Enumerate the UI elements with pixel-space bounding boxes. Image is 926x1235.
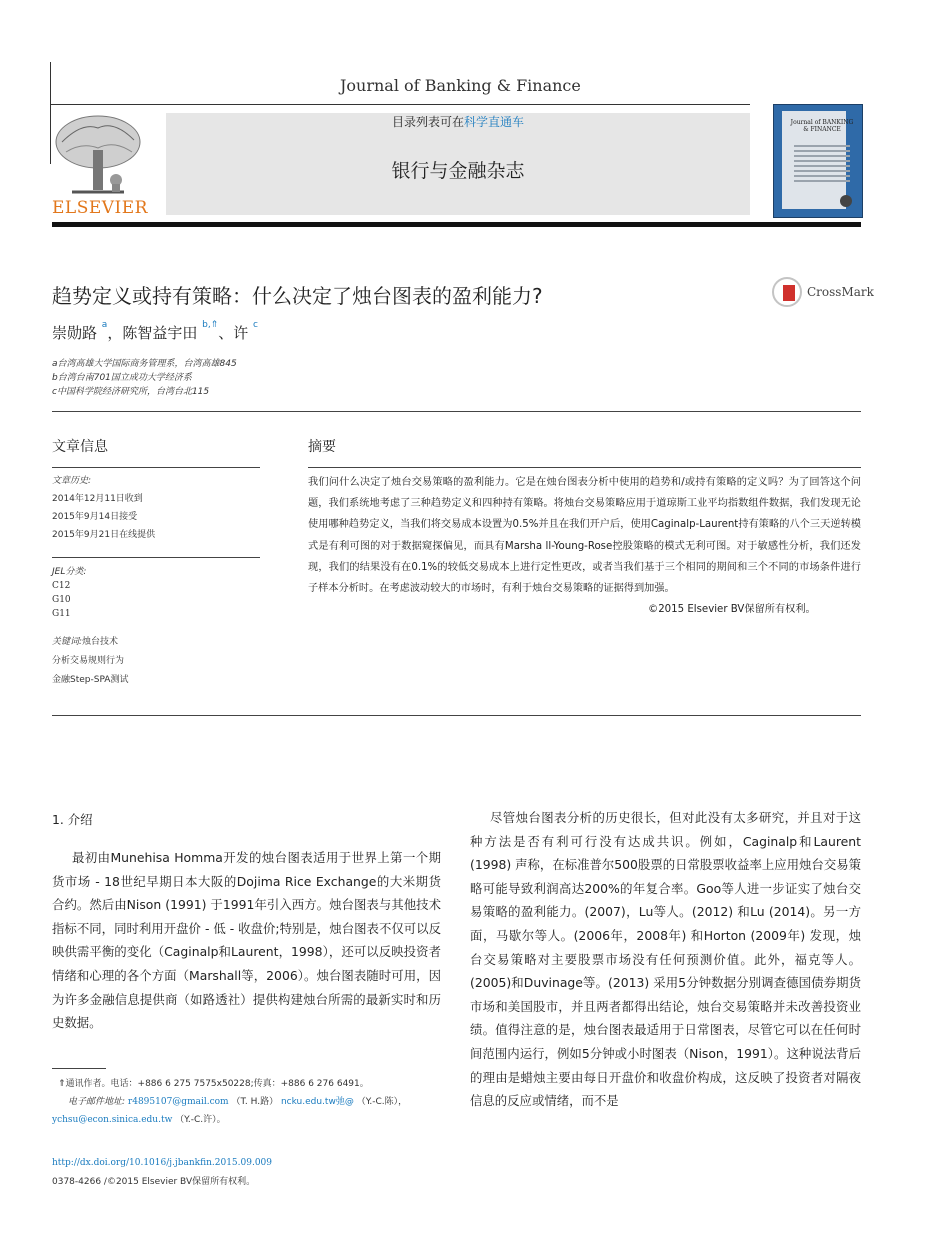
header-divider	[50, 62, 51, 164]
history-label: 文章历史:	[52, 476, 92, 486]
affiliation: b台湾台南701国立成功大学经济系	[52, 373, 192, 383]
keyword: 烛台技术	[82, 637, 119, 647]
email-link[interactable]: ncku.edu.tw弛@	[280, 1097, 354, 1107]
author-affiliation-mark[interactable]: b,⇑	[202, 320, 219, 330]
email-link[interactable]: r4895107@gmail.com	[127, 1097, 229, 1107]
contents-line	[166, 113, 750, 130]
header-rule	[52, 222, 861, 227]
received-date: 2014年12月11日收到	[52, 494, 143, 504]
divider	[52, 715, 861, 716]
email-link[interactable]: ychsu@econ.sinica.edu.tw	[52, 1115, 173, 1125]
journal-cover	[773, 104, 863, 218]
intro-paragraph-left: 最初由Munehisa Homma开发的烛台图表适用于世界上第一个期货市场 - 18世纪早期日本大阪的Dojima Rice Exchange的大米期货合约。然后由Nison (1991) 于1991年引入西方。烛台图表与其他技术指标不同，同时利用开盘价 - 低 - 收盘价;特别是，烛台图表不仅可以反映供需平衡的变化（Caginalp和Laurent，1998），还可以反映投资者情绪和心理的各个方面（Marshall等，2006）。烛台图表随时可用，因为许多金融信息提供商（如路透社）提供构建烛台所需的最新实时和历史数据。	[52, 850, 441, 1031]
article-info-heading: 文章信息	[52, 439, 108, 455]
abstract-heading: 摘要	[308, 439, 336, 455]
article-title: 趋势定义或持有策略：什么决定了烛台图表的盈利能力?	[52, 284, 543, 308]
abstract-copyright: ©2015 Elsevier BV保留所有权利。	[648, 604, 816, 615]
journal-banner-text: Journal of Banking & Finance	[340, 76, 581, 95]
section-heading: 1. 介绍	[52, 812, 93, 827]
email-owner: （Y.-C.陈），	[356, 1097, 408, 1107]
keyword: 分析交易规则行为	[52, 656, 125, 666]
keywords-label: 关键词:	[52, 637, 83, 647]
author-name: 、许	[218, 324, 249, 342]
sciencedirect-link[interactable]: 科学直通车	[464, 115, 525, 129]
crossmark-badge[interactable]	[772, 277, 874, 309]
divider	[52, 557, 260, 558]
keyword: 金融Step-SPA测试	[52, 675, 129, 685]
keywords-line	[52, 633, 118, 651]
crossmark-icon	[772, 277, 802, 307]
divider	[52, 467, 260, 468]
journal-banner	[50, 62, 750, 105]
accepted-date: 2015年9月14日接受	[52, 512, 138, 522]
email-label: 电子邮件地址:	[68, 1097, 126, 1107]
jel-label: JEL分类:	[52, 567, 87, 577]
author-list	[52, 322, 258, 343]
divider	[52, 411, 861, 412]
affiliation: c中国科学院经济研究所，台湾台北115	[52, 387, 210, 397]
corresponding-author-note: ⇑通讯作者。电话：+886 6 275 7575x50228;传真：+886 6 276 6491。	[58, 1079, 369, 1089]
jel-code: G10	[52, 595, 71, 605]
doi-link[interactable]: http://dx.doi.org/10.1016/j.jbankfin.2015.09.009	[52, 1158, 273, 1168]
jel-code: G11	[52, 609, 71, 619]
author-name: 崇勋路	[52, 324, 98, 342]
author-affiliation-mark[interactable]: a	[101, 320, 108, 330]
email-owner: （T. H.路）	[231, 1097, 279, 1107]
email-line	[52, 1112, 226, 1125]
intro-paragraph-right: 尽管烛台图表分析的历史很长，但对此没有太多研究，并且对于这种方法是否有利可行没有达成共识。例如，Caginalp和Laurent (1998) 声称，在标准普尔500股票的日常股票收益率上应用烛台交易策略可能导致利润高达200%的年复合率。Goo等人进一步证实了烛台交易策略的盈利能力。(2007)，Lu等人。(2012) 和Lu (2014)。另一方面，马歇尔等人。(2006年，2008年) 和Horton (2009年) 发现，烛台交易策略对主要股票市场没有任何预测价值。此外，福克等人。(2005)和Duvinage等。(2013) 采用5分钟数据分别调查德国债券期货市场和美国股市，并且两者都得出结论，烛台交易策略并未改善投资业绩。值得注意的是，烛台图表最适用于日常图表，尽管它可以在任何时间范围内运行，例如5分钟或小时图表（Nison，1991）。这种说法背后的理由是蜡烛主要由每日开盘价和收盘价构成，这反映了投资者对隔夜信息的反应或情绪，而不是	[470, 810, 861, 1109]
divider	[308, 467, 861, 468]
publisher-name: ELSEVIER	[52, 198, 148, 218]
crossmark-label: CrossMark	[807, 285, 874, 299]
journal-cover-lines	[794, 145, 850, 185]
email-line	[68, 1094, 407, 1107]
email-owner: （Y.-C.许）。	[175, 1115, 226, 1125]
journal-name: 银行与金融杂志	[391, 160, 525, 182]
contents-prefix: 目录列表可在	[391, 115, 464, 129]
author-affiliation-mark[interactable]: c	[253, 320, 258, 330]
abstract-text: 我们问什么决定了烛台交易策略的盈利能力。它是在烛台图表分析中使用的趋势和/或持有策略的定义吗？为了回答这个问题，我们系统地考虑了三种趋势定义和四种持有策略。将烛台交易策略应用于道琼斯工业平均指数组件数据，我们发现无论使用哪种趋势定义，当我们将交易成本设置为0.5%并且在我们开户后，使用Caginalp-Laurent持有策略的八个三天逆转模式是有利可图的对于数据窥探偏见，而具有Marsha ll-Young-Rose控股策略的模式无利可图。对于敏感性分析，我们还发现，我们的结果没有在0.1%的较低交易成本上进行定性更改，或者当我们基于三个相同的期间和三个不同的市场条件进行子样本分析时。在考虑波动较大的市场时，有利于烛台交易策略的证据得到加强。	[308, 477, 861, 595]
journal-cover-title: Journal of BANKING & FINANCE	[790, 119, 854, 133]
journal-cover-page	[782, 111, 854, 209]
affiliation: a台湾高雄大学国际商务管理系，台湾高雄845	[52, 359, 237, 369]
footnote-rule	[52, 1068, 106, 1069]
jel-code: C12	[52, 581, 71, 591]
issn-line: 0378-4266 /©2015 Elsevier BV保留所有权利。	[52, 1177, 256, 1187]
journal-cover-seal	[840, 195, 852, 207]
author-name: ，陈智益宇田	[107, 324, 198, 342]
online-date: 2015年9月21日在线提供	[52, 530, 156, 540]
